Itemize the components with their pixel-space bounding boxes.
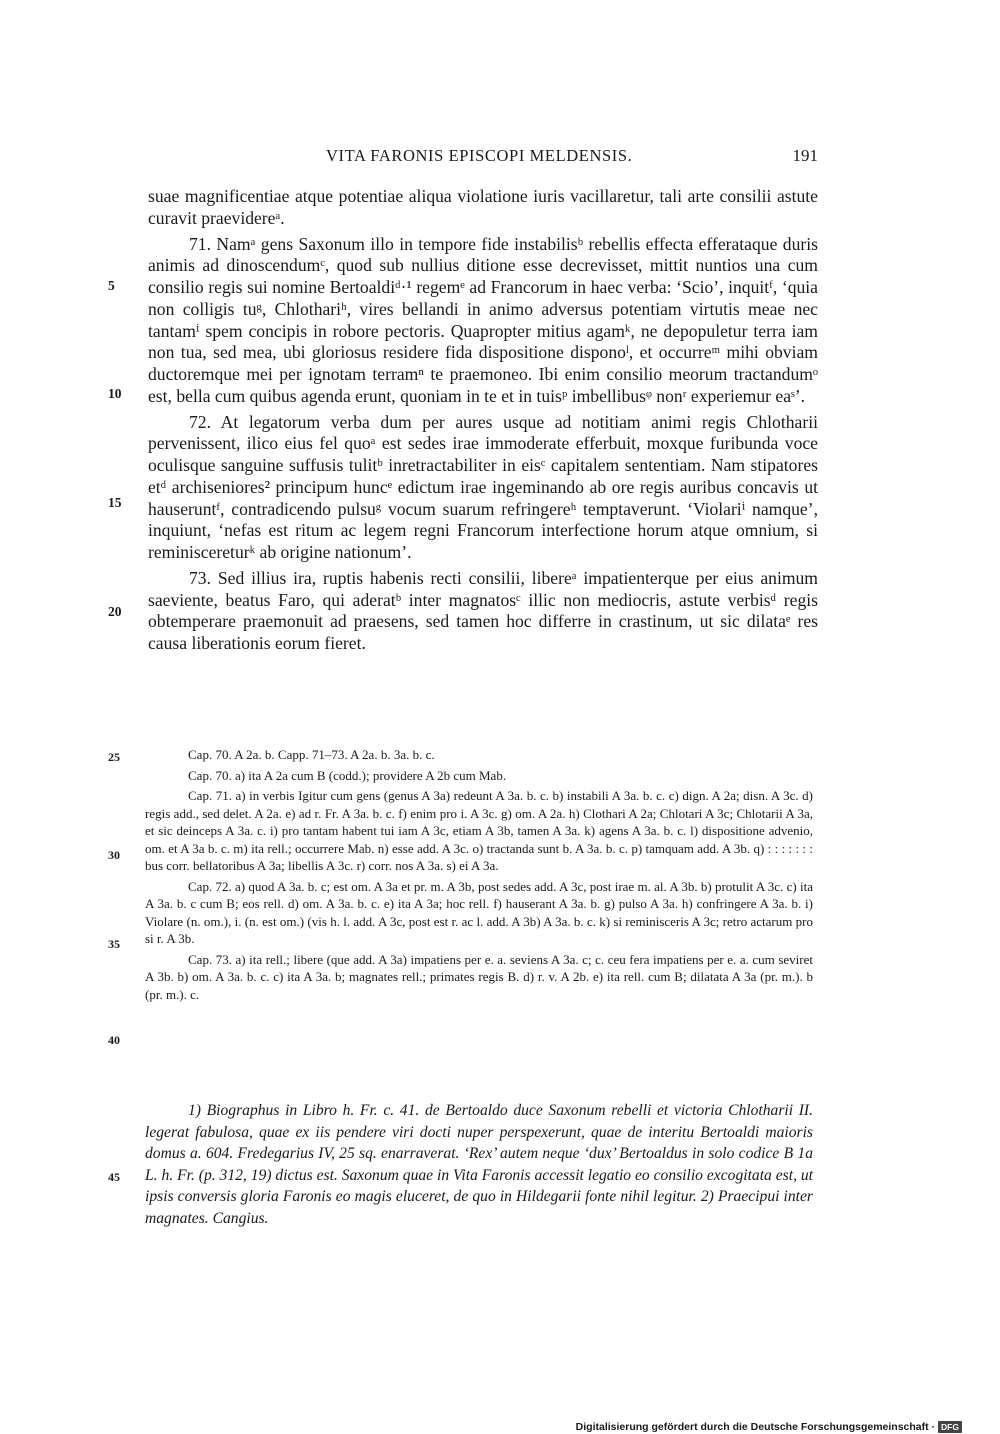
running-title: VITA FARONIS EPISCOPI MELDENSIS. [326, 146, 633, 165]
line-number: 25 [108, 750, 120, 764]
line-number: 45 [108, 1170, 120, 1184]
apparatus-chapter-72: Cap. 72. a) quod A 3a. b. c; est om. A 3a et pr. m. A 3b, post sedes add. A 3c, post irae m. al. A 3b. b) protulit A 3c. c) ita A 3a. b. c cum B; eos rell. d) om. A 3a. b. c. e) ita A 3a; hoc rell. f) hauserant A 3a. b. g) pulso A 3a. h) confringere A 3a. b. i) Violare (n. om.), i. (n. est om.) (vis h. l. add. A 3c, post est r. ac l. add. A 3b) A 3a. b. c. k) si reminisceris A 3c; retro actarum pro si r. A 3b. [145, 878, 813, 946]
apparatus-chapter-71: Cap. 71. a) in verbis Igitur cum gens (genus A 3a) redeunt A 3a. b. c. b) instabili A 3a. b. c. c) dign. A 2a; disn. A 3c. d) regis add., sed delet. A 2a. e) ad r. Fr. A 3a. b. c. f) enim pro i. A 3c. g) om. A 2a. h) Clothari A 2a; Chlotari A 3c; Chlotarii A 3a, et sic deinceps A 3a. c. i) pro tantam habent tui iam A 3c, etiam A 3b, tamen A 3a. k) agens A 3a. b. c. l) dispositione advenio, om. et A 3a b. c. m) ita rell.; occurrere Mab. n) esse add. A 3c. o) tractanda sunt b. A 3a. b. c. p) tamquam add. A 3b. q) : : : : : : : bus corr. bellatoribus A 3a; libellis A 3c. r) corr. nos A 3a. s) ei A 3a. [145, 788, 813, 873]
paragraph-chapter-73: 73. Sed illius ira, ruptis habenis recti consilii, libereᵃ impatienterque per eius animum saeviente, beatus Faro, qui aderatᵇ inter magnatosᶜ illic non mediocris, astute verbisᵈ regis obtemperare praemonuit ad praesens, sed tamen hoc differre in crastinum, ut sic dilataᵉ res causa liberationis eorum fieret. [148, 567, 818, 653]
apparatus-sources: Cap. 70. A 2a. b. Capp. 71–73. A 2a. b. 3a. b. c. [188, 747, 435, 762]
apparatus-chapter-70: Cap. 70. a) ita A 2a cum B (codd.); providere A 2b cum Mab. [188, 767, 507, 783]
line-number: 30 [108, 848, 120, 862]
line-number: 35 [108, 937, 120, 951]
footnotes [145, 1100, 813, 1230]
footer-text: Digitalisierung gefördert durch die Deutsche Forschungsgemeinschaft · [575, 1421, 936, 1433]
main-text [148, 186, 818, 655]
page-number: 191 [792, 146, 818, 165]
critical-apparatus [145, 746, 813, 1006]
dfg-logo: DFG [938, 1421, 962, 1433]
paragraph-continuation: suae magnificentiae atque potentiae aliqua violatione iuris vacillaretur, tali arte consilii astute curavit praevidereᵃ. [148, 186, 818, 228]
footnote: 1) Biographus in Libro h. Fr. c. 41. de Bertoaldo duce Saxonum rebelli et victoria Chlotharii II. legerat fabulosa, quae ex iis pendere viri docti nuper perspexerunt, quae de interitu Bertoaldi maioris domus a. 604. Fredegarius IV, 25 sq. enarraverat. ‘Rex’ autem neque ‘dux’ Bertoaldus in solo codice B 1a L. h. Fr. (p. 312, 19) dictus est. Saxonum quae in Vita Faronis accessit legatio eo consilio excogitata est, ut ipsis conversis gloria Faronis eo magis eluceret, de quo in Hildegarii fonte nihil legitur. 2) Praecipui inter magnates. Cangius. [145, 1102, 813, 1227]
digitization-footer [576, 1421, 962, 1433]
line-number: 20 [108, 604, 122, 619]
paragraph-chapter-71: 71. Namᵃ gens Saxonum illo in tempore fide instabilisᵇ rebellis effecta efferataque duris animis ad dinoscendumᶜ, quod sub nullius ditione esse decrevisset, mittit nuntios una cum consilio regis sui nomine Bertoaldiᵈ·¹ regemᵉ ad Francorum in haec verba: ‘Scio’, inquitᶠ, ‘quia non colligis tuᵍ, Chlothariʰ, vires bellandi in animo adversus potentiam virtutis meae nec tantamⁱ spem concipis in robore pectoris. Quapropter mitius agamᵏ, ne depopuletur terra iam non tua, sed mea, ubi gloriosus residere fida dispositione disponoˡ, et occurreᵐ mihi obviam ductoremque mei per ignotam terramⁿ te praemoneo. Ibi enim consilio meorum tractandumᵒ est, bella cum quibus agenda erunt, quoniam in te et in tuisᵖ imbellibusᵠ nonʳ experiemur eaˢ’. [148, 233, 818, 406]
line-number: 5 [108, 278, 115, 293]
apparatus-chapter-73: Cap. 73. a) ita rell.; libere (que add. A 3a) impatiens per e. a. seviens A 3a. c; c. ceu fera impatiens per e. a. cum seviret A 3b. b) om. A 3a. b. c. c) ita A 3a. b; magnates rell.; primates regis B. d) r. v. A 2b. e) ita rell. cum B; dilatata A 3a (pr. m.). b (pr. m.). c. [145, 951, 813, 1002]
running-header [148, 146, 818, 170]
line-number: 40 [108, 1033, 120, 1047]
paragraph-chapter-72: 72. At legatorum verba dum per aures usque ad notitiam animi regis Chlotharii pervenissent, ilico eius fel quoᵃ est sedes irae immoderate efferbuit, moxque furibunda voce oculisque sanguine suffusis tulitᵇ inretractabiliter in eisᶜ capitalem sententiam. Nam stipatores etᵈ archiseniores² principum huncᵉ edictum irae ingeminando ab ore regis auribus concavis ut hauseruntᶠ, contradicendo pulsuᵍ vocum suarum refringereʰ temptaverunt. ‘Violariⁱ namque’, inquiunt, ‘nefas est ritum ac legem regni Francorum interfectione horum atque omnium, si reminiscereturᵏ ab origine nationum’. [148, 411, 818, 562]
line-number: 10 [108, 386, 122, 401]
line-number: 15 [108, 495, 122, 510]
